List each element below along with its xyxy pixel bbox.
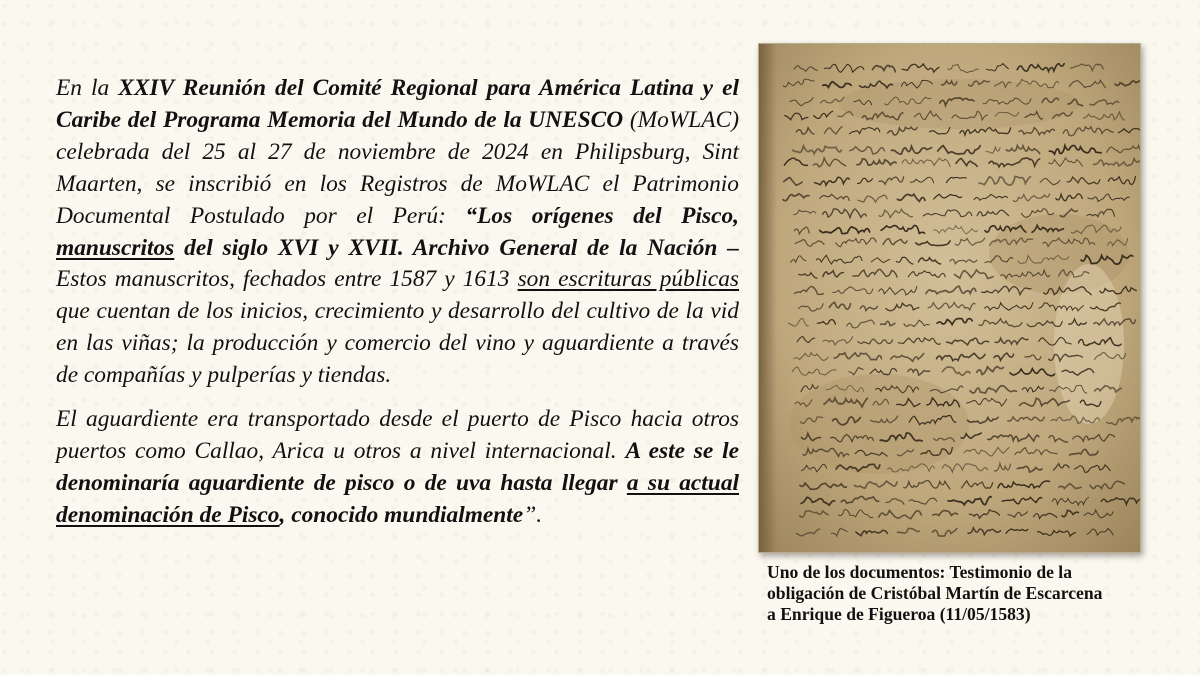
caption-line: Uno de los documentos: Testimonio de la: [767, 562, 1072, 582]
manuscript-drawing: [759, 44, 1140, 552]
text-span: En la: [56, 75, 119, 101]
text-span: que cuentan de los inicios, crecimiento y desarrollo del cultivo de la vid en las viñas; la producción y comercio del vino y aguardiente a través de compañías y pulperías y tiendas.: [56, 298, 739, 389]
image-caption: [767, 562, 1177, 625]
text-span: (MoWLAC) celebrada del 25 al 27 de noviembre de 2024 en Philipsburg, Sint Maarten, se inscribió en los Registros de MoWLAC el Patrimonio Documental Postulado por el Perú:: [56, 106, 739, 229]
heritage-title-underlined: manuscritos: [56, 234, 175, 261]
text-span: Estos manuscritos, fechados entre 1587 y 1613: [56, 266, 518, 293]
meeting-name: XXIV Reunión del Comité Regional para América Latina y el Caribe del Programa Memoria del Mundo de la UNESCO: [56, 75, 739, 133]
main-text: [56, 73, 739, 532]
caption-line: obligación de Cristóbal Martín de Escarcena: [767, 583, 1103, 603]
caption-line: a Enrique de Figueroa (11/05/1583): [767, 604, 1031, 624]
closing-quote: ”.: [523, 501, 543, 528]
text-span: El aguardiente era transportado desde el puerto de Pisco hacia otros puertos como Callao, Arica u otros a nivel internacional.: [56, 406, 739, 464]
underlined-bold-phrase: a su actual denominación de Pisco: [56, 469, 740, 528]
bold-phrase: , conocido mundialmente: [279, 501, 524, 528]
underlined-phrase: son escrituras públicas: [517, 266, 739, 293]
bold-phrase: A este se le denominaría aguardiente de pisco o de uva hasta llegar: [56, 437, 739, 496]
heritage-title-end: del siglo XVI y XVII. Archivo General de la Nación –: [174, 234, 739, 261]
paragraph-2: [56, 404, 739, 532]
heritage-title: “Los orígenes del Pisco,: [465, 202, 739, 229]
binding-shadow: [759, 44, 777, 552]
manuscript-image: [758, 43, 1141, 553]
paragraph-1: [56, 73, 739, 392]
